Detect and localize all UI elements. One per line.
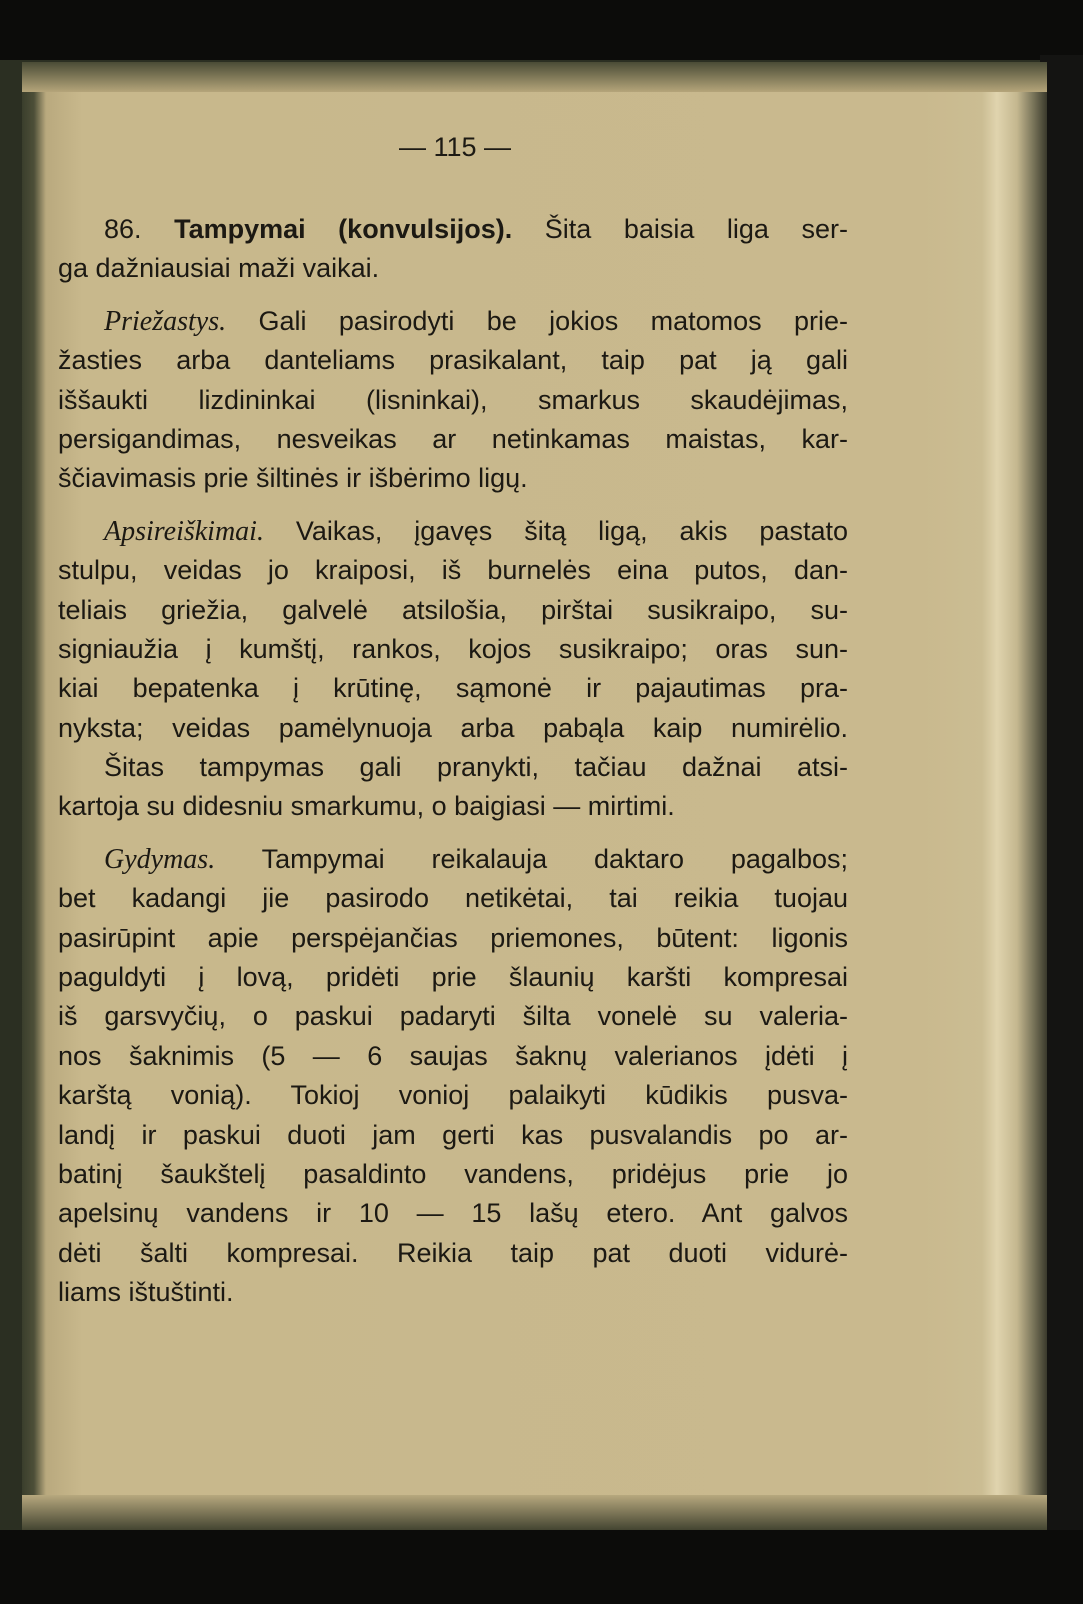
text-run: Gali pasirodyti be jokios matomos prie- [258,305,848,336]
symptoms-paragraph [58,512,848,827]
section-heading-paragraph [58,210,848,289]
text-line: batinį šaukštelį pasaldinto vandens, pridėjus prie jo [58,1158,848,1189]
book-cover-bottom [0,1530,1083,1604]
treatment-lead: Gydymas. [104,843,216,875]
text-line: nos šaknimis (5 — 6 saujas šaknų valerianos įdėti į [58,1040,848,1071]
book-cover-top [0,0,1083,60]
text-line: pasirūpint apie perspėjančias priemones, būtent: ligonis [58,922,848,953]
text-line: signiaužia į kumštį, rankos, kojos susikraipo; oras sun- [58,633,848,664]
text-line: iš garsvyčių, o paskui padaryti šilta vonelė su valeria- [58,1001,848,1032]
text-run: Tampymai reikalauja daktaro pagalbos; [261,843,849,874]
text-line: iššaukti lizdininkai (lisninkai), smarkus skaudėjimas, [58,384,848,415]
text-run: Vaikas, įgavęs šitą ligą, akis pastato [295,515,848,546]
section-number: 86. [104,214,142,244]
text-line [58,210,848,249]
causes-lead: Priežastys. [104,305,227,337]
text-line: landį ir paskui duoti jam gerti kas pusvalandis po ar- [58,1119,848,1150]
treatment-paragraph [58,840,848,1313]
text-line: paguldyti į lovą, pridėti prie šlaunių karšti kompresai [58,962,848,993]
text-line: teliais griežia, galvelė atsilošia, pirštai susikraipo, su- [58,594,848,625]
text-line: kartoja su didesniu smarkumu, o baigiasi — mirtimi. [58,791,675,822]
text-line: kiai bepatenka į krūtinę, sąmonė ir pajautimas pra- [58,673,848,704]
text-line: apelsinų vandens ir 10 — 15 lašų etero. Ant galvos [58,1198,848,1229]
text-line: dėti šalti kompresai. Reikia taip pat duoti vidurė- [58,1237,848,1268]
text-line: stulpu, veidas jo kraiposi, iš burnelės eina putos, dan- [58,555,848,586]
text-line: bet kadangi jie pasirodo netikėtai, tai reikia tuojau [58,883,848,914]
text-line [58,302,848,341]
text-run: Šita baisia liga ser- [544,214,848,244]
page-number: — 115 — [398,132,512,162]
text-line [58,512,848,551]
text-line: ga dažniausiai maži vaikai. [58,253,380,284]
section-title: Tampymai (konvulsijos). [174,214,513,244]
page-text [58,210,848,1326]
text-line [58,840,848,879]
text-line: Šitas tampymas gali pranykti, tačiau dažnai atsi- [104,752,848,783]
symptoms-lead: Apsireiškimai. [104,515,264,547]
text-line: liams ištuštinti. [58,1277,234,1308]
page-top-shadow [22,62,1047,92]
text-line: ščiavimasis prie šiltinės ir išbėrimo ligų. [58,463,528,494]
text-line: žasties arba danteliams prasikalant, taip pat ją gali [58,345,848,376]
page-bottom-shadow [22,1495,1047,1532]
text-line: persigandimas, nesveikas ar netinkamas maistas, kar- [58,423,848,454]
causes-paragraph [58,302,848,499]
text-line: nyksta; veidas pamėlynuoja arba pabąla kaip numirėlio. [58,712,848,743]
text-line: karštą vonią). Tokioj vonioj palaikyti kūdikis pusva- [58,1080,848,1111]
